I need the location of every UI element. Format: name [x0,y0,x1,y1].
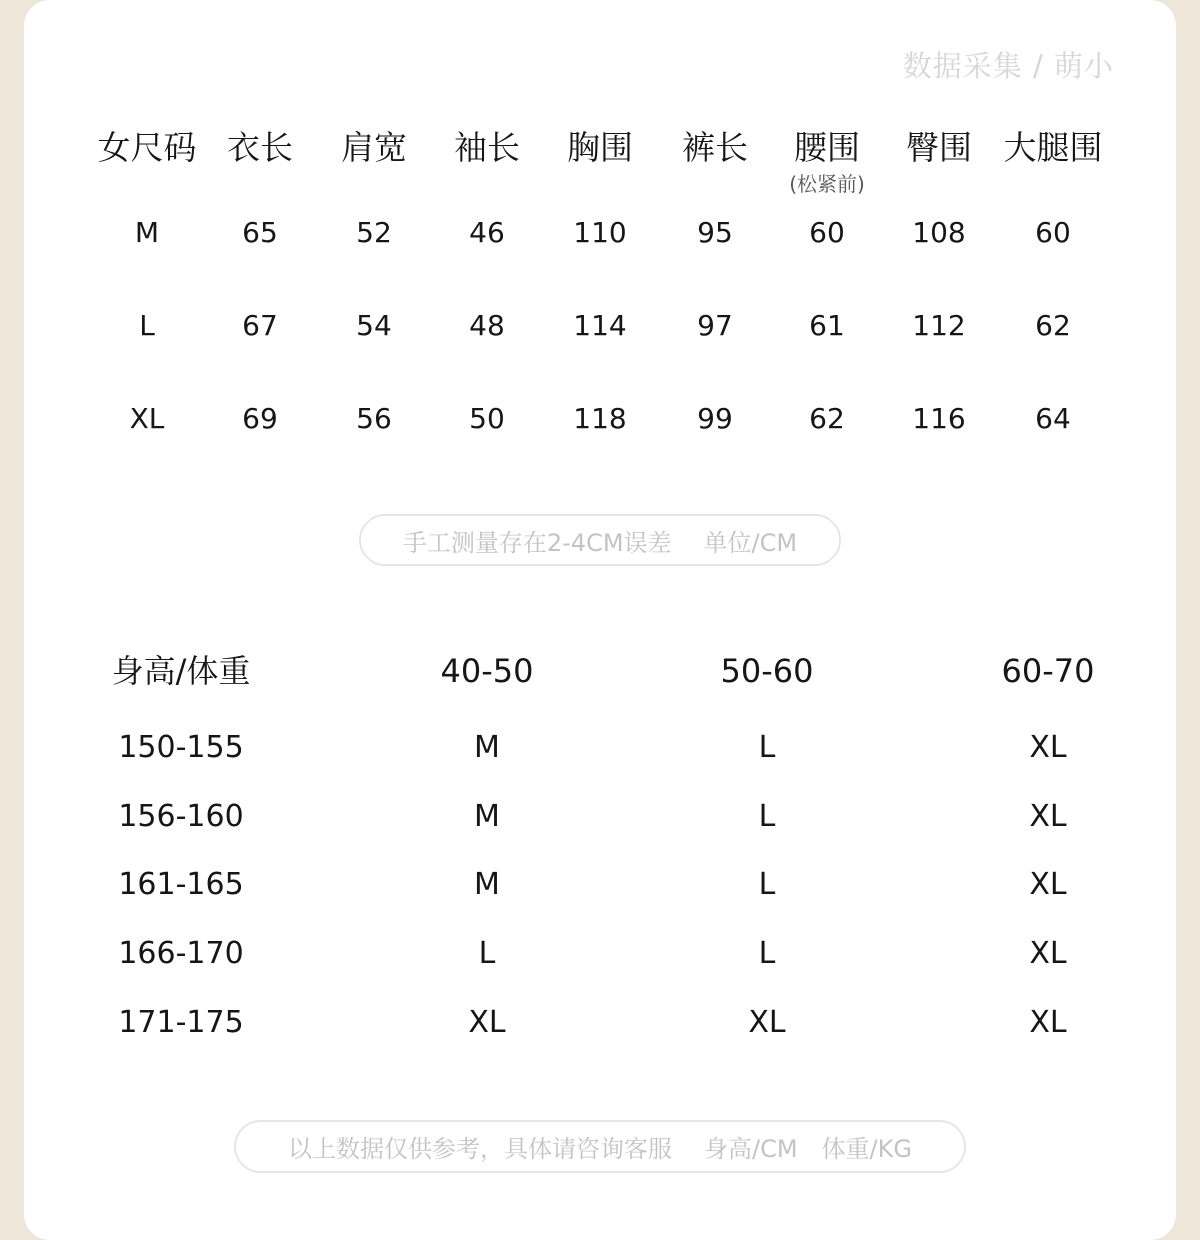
size-row-xl-size: XL [129,402,165,435]
rec-row-5-size-b: XL [748,1005,786,1040]
weight-unit-note: 体重/KG [821,1135,912,1163]
size-row-xl-shoulder: 56 [356,402,392,435]
size-row-xl-waist: 62 [809,402,845,435]
reference-note-pill [234,1120,966,1173]
size-row-xl-sleeve: 50 [469,402,505,435]
header-shoulder: 肩宽 [341,128,407,167]
rec-header-weight-50-60: 50-60 [720,652,814,690]
size-table [0,0,1200,460]
rec-header-height-weight: 身高/体重 [111,652,251,690]
size-row-xl-chest: 118 [573,402,627,435]
waist-note: (松紧前) [789,172,865,196]
measurement-error-note: 手工测量存在2-4CM误差 [402,528,672,557]
measurement-note-pill [359,514,841,566]
size-row-l-sleeve: 48 [469,309,505,342]
rec-row-3-size-c: XL [1029,867,1067,902]
rec-row-2-size-b: L [758,799,776,834]
size-row-xl-hip: 116 [912,402,966,435]
size-row-l-chest: 114 [573,309,627,342]
rec-header-weight-40-50: 40-50 [440,652,534,690]
size-row-l-pants-length: 97 [697,309,733,342]
rec-row-5-size-a: XL [468,1005,506,1040]
rec-row-5-height: 171-175 [118,1005,244,1040]
rec-row-3-size-a: M [474,867,500,902]
header-pants-length: 裤长 [682,128,748,167]
header-hip: 臀围 [906,128,972,167]
rec-row-2-size-c: XL [1029,799,1067,834]
rec-row-4-size-b: L [758,936,776,971]
unit-note: 单位/CM [703,528,798,557]
size-row-l-length: 67 [242,309,278,342]
rec-row-1-size-a: M [474,730,500,765]
rec-row-5-size-c: XL [1029,1005,1067,1040]
header-waist: 腰围 [794,128,860,167]
size-row-l-waist: 61 [809,309,845,342]
height-unit-note: 身高/CM [704,1135,798,1163]
header-thigh: 大腿围 [1003,128,1103,167]
rec-row-2-size-a: M [474,799,500,834]
size-row-m-waist: 60 [809,216,845,249]
size-row-m-length: 65 [242,216,278,249]
size-row-m-thigh: 60 [1035,216,1071,249]
size-row-xl-pants-length: 99 [697,402,733,435]
header-chest: 胸围 [567,128,633,167]
size-row-l-hip: 112 [912,309,966,342]
rec-row-3-height: 161-165 [118,867,244,902]
rec-row-4-height: 166-170 [118,936,244,971]
rec-row-1-size-b: L [758,730,776,765]
rec-row-1-height: 150-155 [118,730,244,765]
size-row-m-chest: 110 [573,216,627,249]
rec-row-4-size-a: L [478,936,496,971]
size-row-l-size: L [139,309,155,342]
size-row-m-shoulder: 52 [356,216,392,249]
rec-row-4-size-c: XL [1029,936,1067,971]
size-row-xl-length: 69 [242,402,278,435]
reference-note: 以上数据仅供参考，具体请咨询客服 [288,1135,672,1163]
rec-row-2-height: 156-160 [118,799,244,834]
header-size: 女尺码 [97,128,197,167]
size-row-l-thigh: 62 [1035,309,1071,342]
header-length: 衣长 [227,128,293,167]
rec-row-3-size-b: L [758,867,776,902]
header-sleeve: 袖长 [454,128,520,167]
size-row-m-hip: 108 [912,216,966,249]
size-row-m-sleeve: 46 [469,216,505,249]
size-row-l-shoulder: 54 [356,309,392,342]
size-row-m-pants-length: 95 [697,216,733,249]
size-row-xl-thigh: 64 [1035,402,1071,435]
rec-header-weight-60-70: 60-70 [1001,652,1095,690]
rec-row-1-size-c: XL [1029,730,1067,765]
size-row-m-size: M [134,216,160,249]
data-credit: 数据采集 / 萌小 [902,49,1114,83]
